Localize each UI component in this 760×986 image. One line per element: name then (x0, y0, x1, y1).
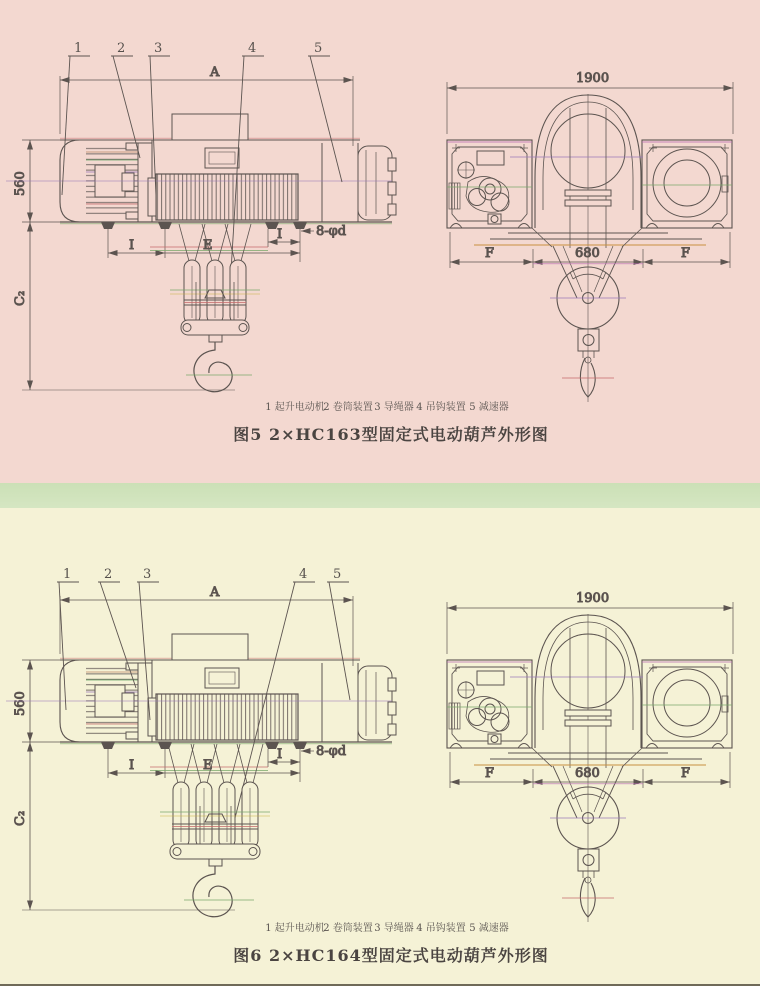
figure6-drawing (0, 520, 760, 966)
legend-item-3: 3 导绳器 (374, 923, 414, 934)
legend-item-5: 5 减速器 (469, 402, 509, 413)
figure6-caption: 图6 2×HC164型固定式电动葫芦外形图 (233, 946, 549, 965)
figure5-caption: 图5 2×HC163型固定式电动葫芦外形图 (233, 425, 549, 444)
callout-5: 5 (314, 41, 323, 56)
figure5-legend (233, 400, 549, 444)
legend-item-2: 2 卷筒装置 (323, 402, 373, 413)
callout-2: 2 (104, 567, 113, 582)
legend-item-4: 4 吊钩装置 (416, 923, 466, 934)
green-divider-band (0, 483, 760, 508)
figure5-drawing (0, 0, 760, 460)
legend-item-4: 4 吊钩装置 (416, 402, 466, 413)
legend-item-3: 3 导绳器 (374, 402, 414, 413)
figure6-legend (233, 921, 549, 965)
legend-item-2: 2 卷筒装置 (323, 923, 373, 934)
callout-5: 5 (333, 567, 342, 582)
callout-4: 4 (248, 41, 257, 56)
callout-2: 2 (117, 41, 126, 56)
callout-3: 3 (143, 567, 152, 582)
legend-item-1: 1 起升电动机 (265, 402, 325, 413)
callout-4: 4 (299, 567, 308, 582)
figure6-hook-block (160, 744, 270, 917)
callout-1: 1 (74, 41, 83, 56)
figure5-hook-block (170, 224, 260, 392)
legend-item-5: 5 减速器 (469, 923, 509, 934)
callout-1: 1 (63, 567, 72, 582)
legend-item-1: 1 起升电动机 (265, 923, 325, 934)
callout-3: 3 (154, 41, 163, 56)
